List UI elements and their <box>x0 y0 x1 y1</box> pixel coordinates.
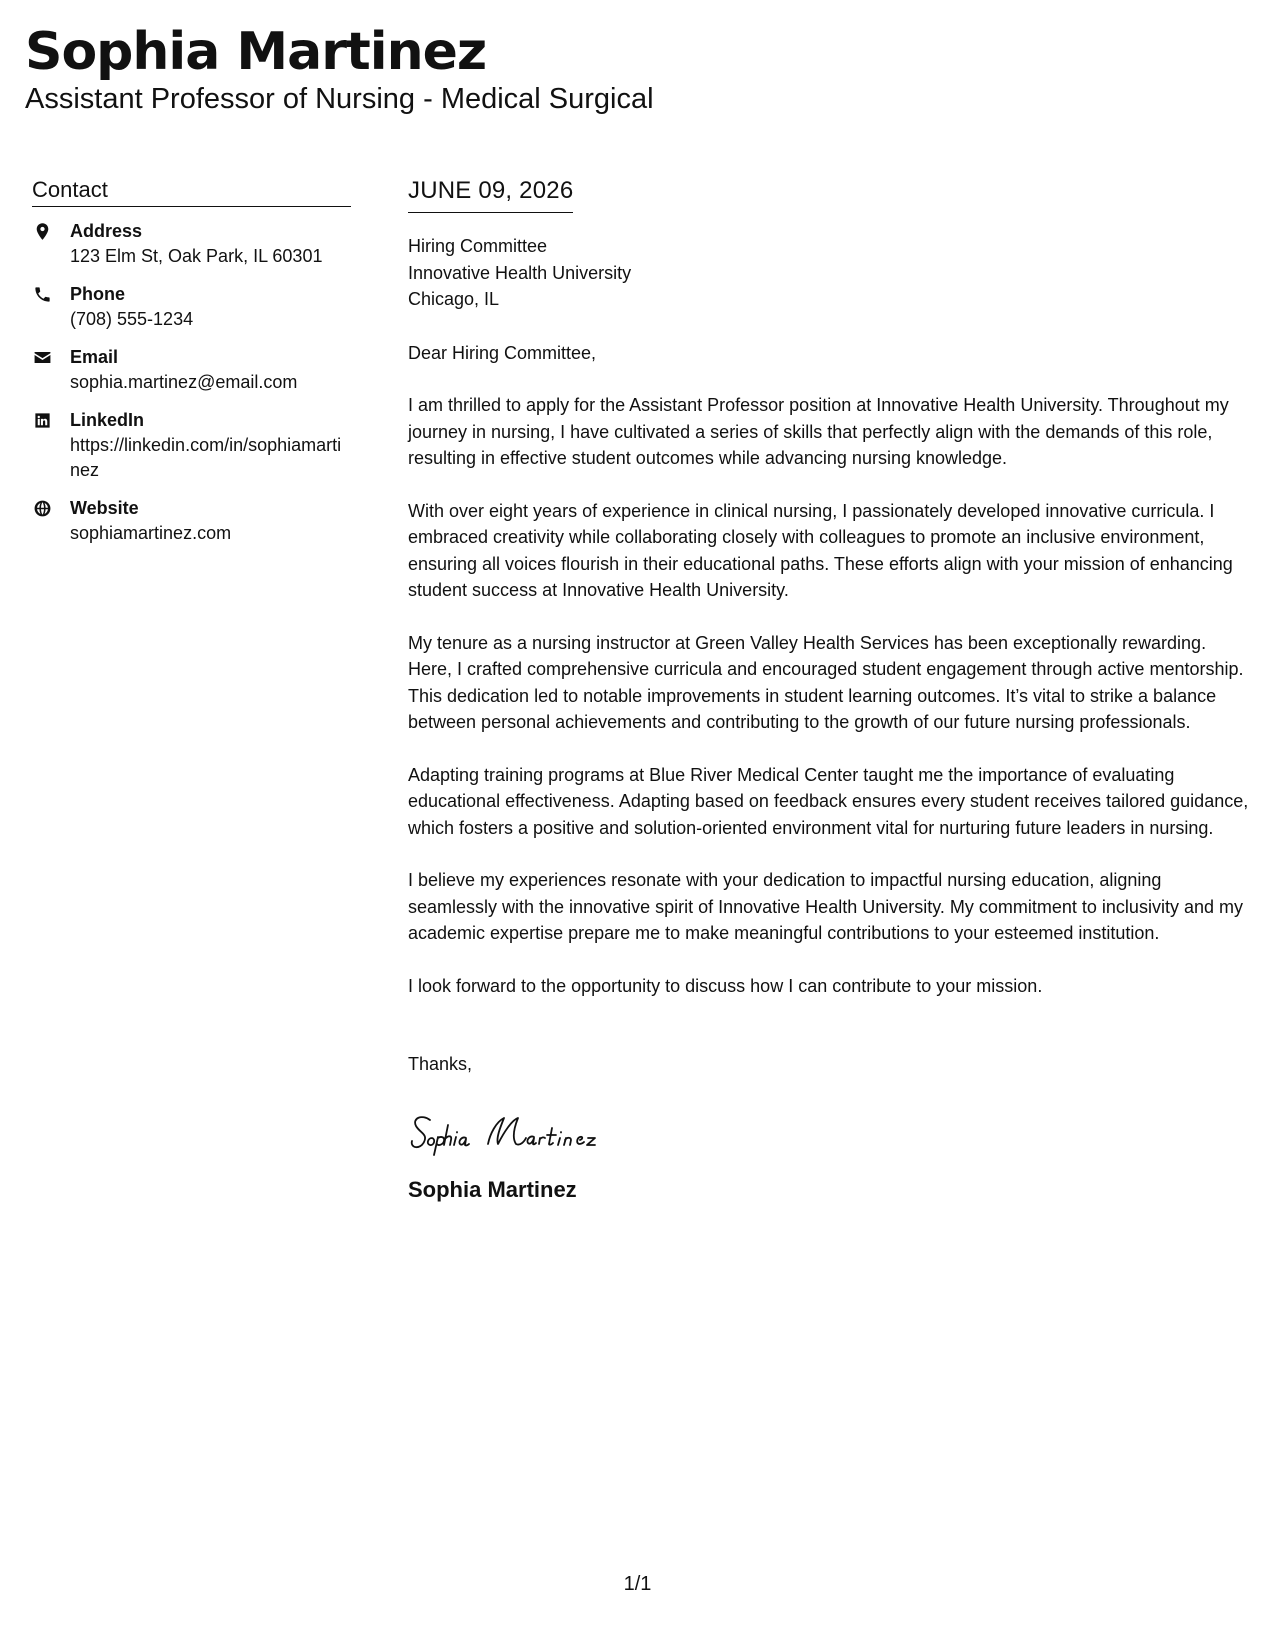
contact-list <box>32 219 351 546</box>
letter-paragraph: My tenure as a nursing instructor at Green Valley Health Services has been exceptionally rewarding. Here, I crafted comprehensive curricula and encouraged student engagement through active mentorship. This dedication led to notable improvements in student learning outcomes. It’s vital to strike a balance between personal achievements and contributing to the growth of our future nursing professionals. <box>408 632 1244 732</box>
signature-drawing <box>408 1108 688 1158</box>
contact-value-email[interactable]: sophia.martinez@email.com <box>70 372 298 392</box>
letter-paragraph: I am thrilled to apply for the Assistant Professor position at Innovative Health University. Throughout my journey in nursing, I have cultivated a series of skills that perfectly align with the demands of this role, resulting in effective student outcomes while advancing nursing knowledge. <box>408 395 1229 468</box>
date-block <box>408 176 573 213</box>
contact-heading: Contact <box>32 176 351 207</box>
recipient-line: Hiring Committee <box>408 236 548 256</box>
contact-label-email: Email <box>70 347 119 367</box>
contact-item-address <box>32 219 351 269</box>
contact-value-phone[interactable]: (708) 555-1234 <box>70 309 194 329</box>
contact-item-website <box>32 496 351 546</box>
letter-paragraph: Adapting training programs at Blue River Medical Center taught me the importance of evaluating educational effectiveness. Adapting based on feedback ensures every student receives tailored guidance, which fosters a positive and solution-oriented environment vital for nurturing future leaders in nursing. <box>408 764 1249 838</box>
closing: Thanks, <box>408 1054 473 1074</box>
contact-value-linkedin[interactable]: https://linkedin.com/in/sophiamartinez <box>70 435 342 480</box>
contact-value-website[interactable]: sophiamartinez.com <box>70 523 232 543</box>
contact-label-website: Website <box>70 498 139 518</box>
contact-sidebar <box>32 176 351 559</box>
contact-label-address: Address <box>70 221 143 241</box>
letter-paragraph: With over eight years of experience in clinical nursing, I passionately developed innovative curricula. I embraced creativity while collaborating closely with colleagues to promote an inclusive environment, ensuring all voices flourish in their educational paths. These efforts align with your mission of enhancing student success at Innovative Health University. <box>408 500 1233 600</box>
page-number: 1/1 <box>623 1573 652 1595</box>
letter-date: JUNE 09, 2026 <box>408 177 574 204</box>
contact-value-address: 123 Elm St, Oak Park, IL 60301 <box>70 246 323 266</box>
letter-paragraph: I believe my experiences resonate with your dedication to impactful nursing education, aligning seamlessly with the innovative spirit of Innovative Health University. My commitment to inclusivity and my academic expertise prepare me to make meaningful contributions to your esteemed institution. <box>408 870 1243 943</box>
phone-icon <box>32 284 52 304</box>
letter-paragraph: I look forward to the opportunity to discuss how I can contribute to your mission. <box>408 975 1043 996</box>
contact-label-linkedin: LinkedIn <box>70 410 145 430</box>
envelope-icon <box>32 347 52 367</box>
signer-name: Sophia Martinez <box>408 1176 577 1202</box>
recipient-line: Innovative Health University <box>408 262 632 283</box>
recipient-line: Chicago, IL <box>408 289 500 309</box>
handwritten-signature <box>408 1108 688 1158</box>
contact-item-phone <box>32 282 351 332</box>
contact-label-phone: Phone <box>70 284 126 304</box>
map-pin-icon <box>32 221 52 241</box>
contact-item-email <box>32 345 351 395</box>
globe-icon <box>32 498 52 518</box>
contact-item-linkedin <box>32 408 351 483</box>
salutation: Dear Hiring Committee, <box>408 342 597 363</box>
letter-body <box>408 176 1253 1205</box>
linkedin-icon <box>32 410 52 430</box>
applicant-name: Sophia Martinez <box>25 22 487 82</box>
applicant-job-title: Assistant Professor of Nursing - Medical Surgical <box>25 83 654 115</box>
recipient-block <box>408 233 1253 313</box>
